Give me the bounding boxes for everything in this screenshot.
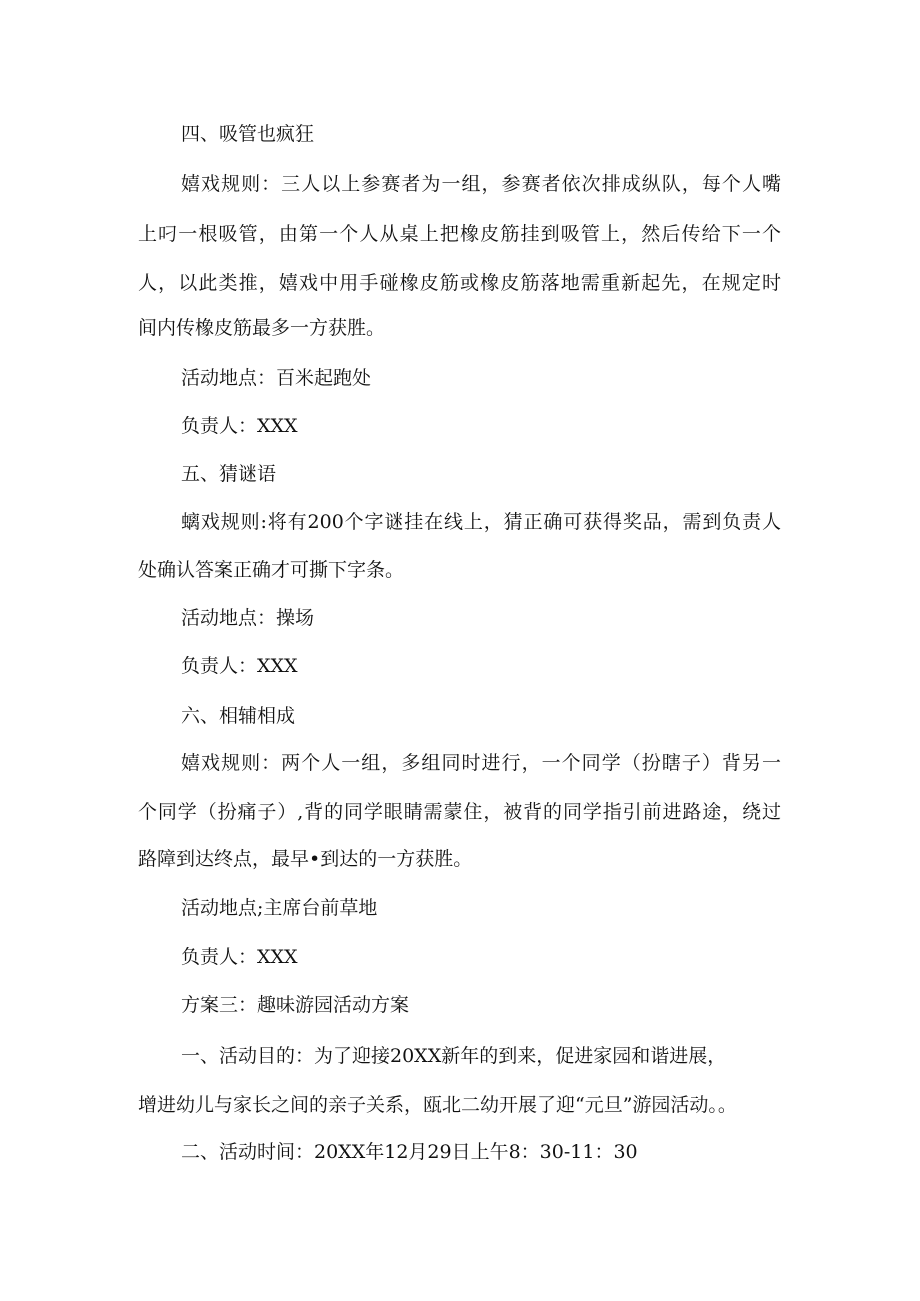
goal-line: 增进幼儿与家长之间的亲子关系，瓯北二幼开展了迎“元旦”游园活动。。: [138, 1094, 737, 1116]
goal-line: 一、活动目的：为了迎接20XX新年的到来，促进家园和谐进展，: [181, 1045, 727, 1067]
section-6-rule-text: 个同学（扮痛子）,背的同学眼睛需蒙住，被背的同学指引前进路途，绕过: [138, 801, 781, 823]
section-6-rule-line: [0, 751, 920, 775]
section-6-rule-line: 路障到达终点，最早•到达的一方获胜。: [138, 848, 473, 870]
section-6-location: 活动地点;主席台前草地: [181, 897, 378, 919]
section-4-rule-text: 嬉戏规则：三人以上参赛者为一组，参赛者依次排成纵队，每个人嘴: [181, 173, 781, 195]
section-4-owner: 负责人：XXX: [181, 415, 298, 437]
section-5-rule-text: 螭戏规则:将有200个字谜挂在线上，猜正确可获得奖品，需到负责人: [181, 511, 781, 533]
section-4-rule-line: [0, 172, 920, 196]
section-6-owner: 负责人：XXX: [181, 946, 298, 968]
section-4-location: 活动地点：百米起跑处: [181, 367, 372, 389]
section-5-heading: 五、猜谜语: [181, 463, 277, 485]
section-4-rule-line: [0, 222, 920, 246]
activity-time: 二、活动时间：20XX年12月29日上午8：30-11：30: [181, 1141, 638, 1163]
section-4-rule-text: 上叼一根吸管，由第一个人从桌上把橡皮筋挂到吸管上，然后传给下一个: [138, 223, 781, 245]
plan-3-title: 方案三：趣味游园活动方案: [181, 994, 410, 1016]
section-5-rule-line: 处确认答案正确才可撕下字条。: [138, 559, 405, 581]
section-6-rule-text: 嬉戏规则：两个人一组，多组同时进行，一个同学（扮瞎子）背另一: [181, 752, 781, 774]
section-5-owner: 负责人：XXX: [181, 655, 298, 677]
section-4-heading: 四、吸管也疯狂: [181, 123, 315, 145]
section-6-heading: 六、相辅相成: [181, 705, 296, 727]
section-5-location: 活动地点：操场: [181, 607, 315, 629]
section-4-rule-line: 间内传橡皮筋最多一方获胜。: [138, 317, 386, 339]
section-4-rule-line: [0, 271, 920, 295]
section-6-rule-line: [0, 800, 920, 824]
section-5-rule-line: [0, 510, 920, 534]
section-4-rule-text: 人，以此类推，嬉戏中用手碰橡皮筋或橡皮筋落地需重新起先，在规定时: [138, 272, 781, 294]
